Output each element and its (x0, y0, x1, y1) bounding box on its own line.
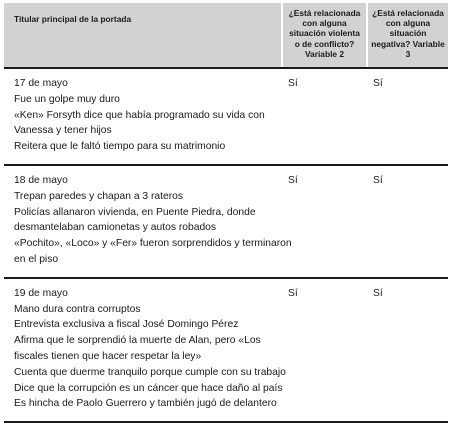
answer-variable-2: Sí (288, 78, 298, 89)
headline-line: fiscales tienen que hacer respetar la ley» (14, 350, 202, 362)
headline-line: Trepan paredes y chapan a 3 rateros (14, 190, 184, 202)
headline-line: desmantelaban camionetas y autos robados (14, 222, 217, 234)
headline-line: «Ken» Forsyth dice que había programado su vida con (14, 109, 265, 121)
answer-variable-3: Sí (373, 78, 383, 89)
headline-cell (4, 278, 286, 422)
headline-line: en el piso (14, 253, 59, 265)
table-row (4, 165, 448, 278)
row-date: 18 de mayo (14, 174, 68, 186)
headline-line: Es hincha de Paolo Guerrero y también jugó de delantero (14, 398, 277, 410)
header-variable-2: ¿Está relacionada con alguna situación violenta o de conflicto? Variable 2 (282, 3, 367, 68)
headline-line: Afirma que le sorprendió la muerte de Alan, pero «Los (14, 335, 261, 347)
row-date: 17 de mayo (14, 78, 68, 89)
headline-line: «Pochito», «Loco» y «Fer» fueron sorprendidos y terminaron (14, 238, 292, 250)
table-row (4, 68, 448, 165)
headline-line: Vanessa y tener hijos (14, 125, 112, 137)
answer-variable-3: Sí (367, 165, 448, 278)
headline-line: Mano dura contra corruptos (14, 303, 141, 315)
header-titular: Titular principal de la portada (4, 3, 282, 68)
answer-variable-2: Sí (282, 278, 367, 422)
headline-line: Dice que la corrupción es un cáncer que hace daño al país (14, 382, 283, 394)
answer-variable-3: Sí (367, 278, 448, 422)
headline-line: Cuenta que duerme tranquilo porque cumple con su trabajo (14, 366, 286, 378)
table-row (4, 278, 448, 422)
headline-line: Fue un golpe muy duro (14, 93, 120, 105)
headline-line: Reitera que le faltó tiempo para su matrimonio (14, 141, 226, 153)
headlines-table (4, 3, 448, 423)
headline-cell (4, 68, 282, 165)
headline-line: Entrevista exclusiva a fiscal José Domingo Pérez (14, 319, 239, 331)
row-date: 19 de mayo (14, 287, 68, 299)
headline-cell (4, 165, 292, 278)
header-variable-3: ¿Está relacionada con alguna situación negativa? Variable 3 (367, 3, 448, 68)
table-header-row (4, 3, 448, 68)
headline-line: Policías allanaron vivienda, en Puente Piedra, donde (14, 206, 256, 218)
answer-variable-2: Sí (282, 165, 367, 278)
